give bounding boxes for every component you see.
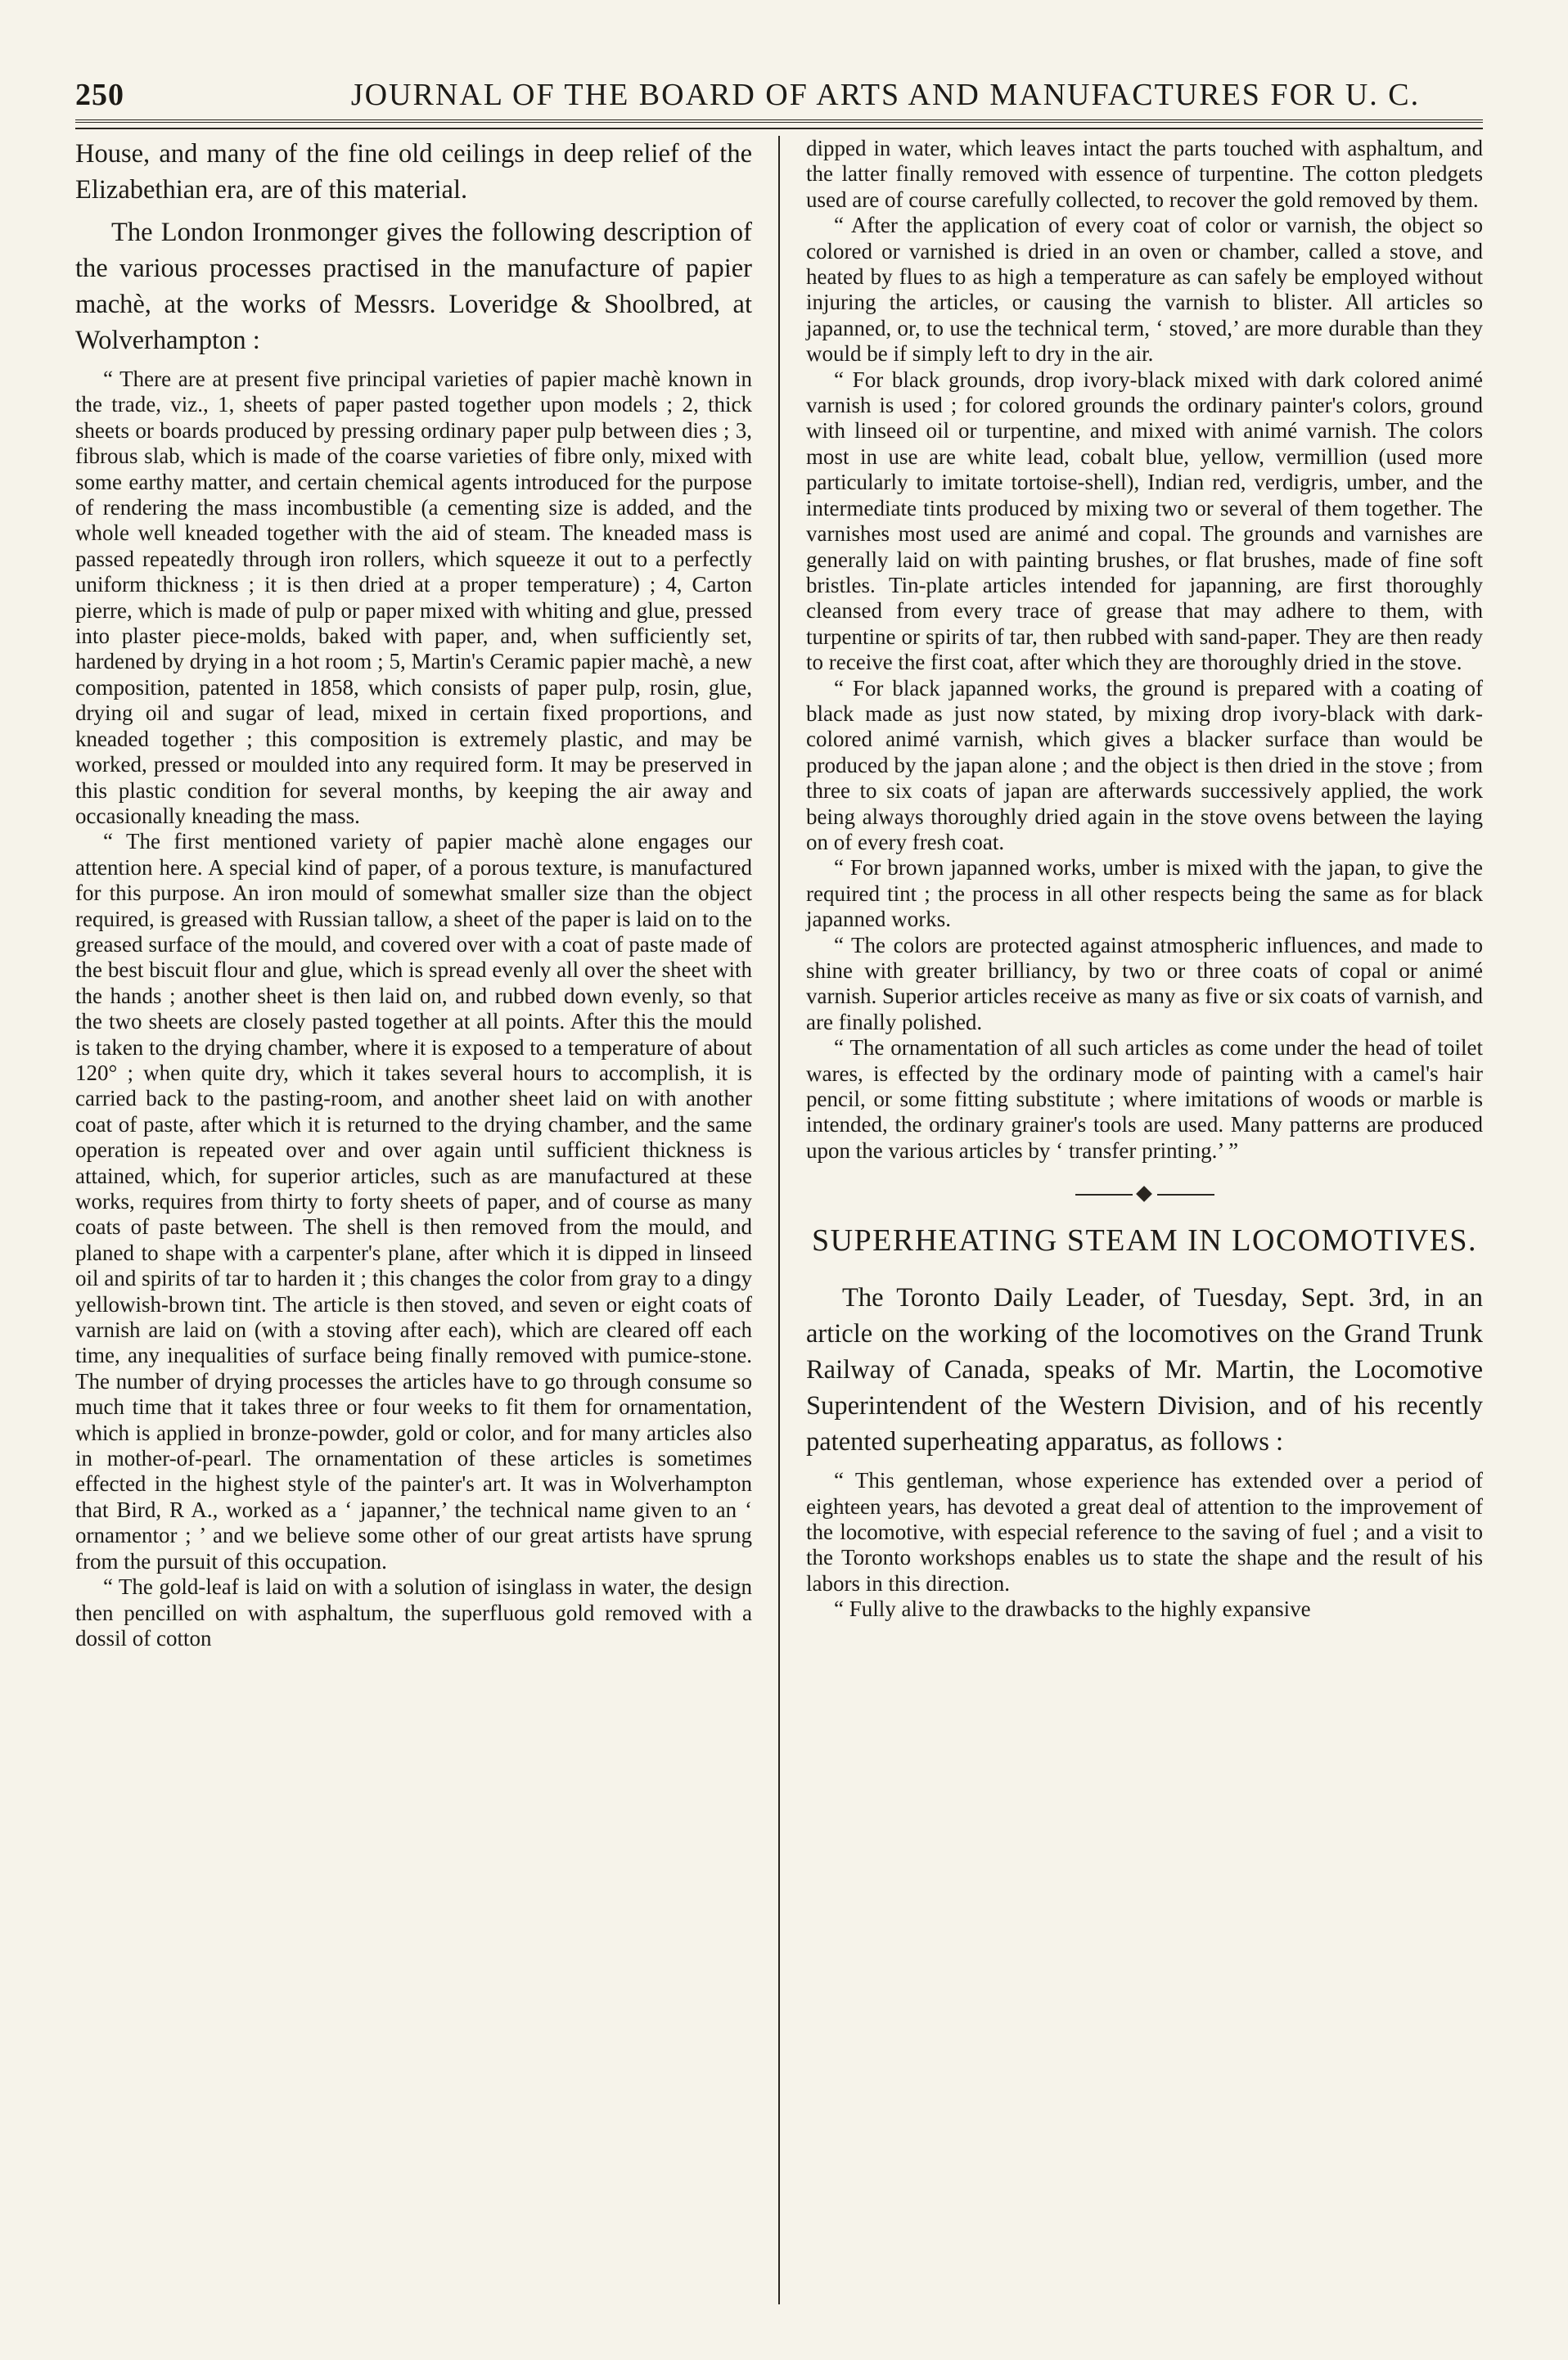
paragraph: “ The colors are protected against atmospheric influences, and made to shine with greater brilliancy, by two or three coats of copal or animé varnish. Superior articles receive as many as five or six coats of varnish, and are finally polished. xyxy=(806,932,1483,1034)
paragraph: “ The ornamentation of all such articles as come under the head of toilet wares, is effected by the ordinary mode of painting with a camel's hair pencil, or some fitting substitute ; where imitations of woods or marble is intended, the ordinary grainer's tools are used. Many patterns are produced upon the various articles by ‘ transfer printing.’ ” xyxy=(806,1035,1483,1163)
header-rule xyxy=(75,123,1483,129)
left-column xyxy=(75,136,772,2304)
journal-page xyxy=(75,51,1483,2309)
paragraph: The Toronto Daily Leader, of Tuesday, Sept. 3rd, in an article on the working of the locomotives on the Grand Trunk Railway of Canada, speaks of Mr. Martin, the Locomotive Superintendent of the Western Division, and of his recently patented superheating apparatus, as follows : xyxy=(806,1283,1483,1457)
page-number: 250 xyxy=(75,78,124,112)
paragraph: “ For black japanned works, the ground is prepared with a coating of black made as just now stated, by mixing drop ivory-black with dark-colored animé varnish, which gives a blacker surface than would be produced by the japan alone ; and the object is then dried in the stove ; from three to six coats of japan are afterwards successively applied, the work being always thoroughly dried again in the stove ovens between the laying on of every fresh coat. xyxy=(806,675,1483,854)
paragraph: House, and many of the fine old ceilings in deep relief of the Elizabethian era, are of this material. xyxy=(75,139,752,205)
page-header xyxy=(75,51,1483,123)
paragraph: dipped in water, which leaves intact the parts touched with asphaltum, and the latter finally removed with essence of turpentine. The cotton pledgets used are of course carefully collected, to recover the gold removed by them. xyxy=(806,136,1483,212)
paragraph: “ After the application of every coat of color or varnish, the object so colored or varnished is dried in an oven or chamber, called a stove, and heated by flues to as high a temperature as can safely be employed without injuring the articles, or causing the varnish to blister. All articles so japanned, or, to use the technical term, ‘ stoved,’ are more durable than they would be if simply left to dry in the air. xyxy=(806,213,1483,367)
paragraph: “ For brown japanned works, umber is mixed with the japan, to give the required tint ; the process in all other respects being the same as for black japanned works. xyxy=(806,855,1483,932)
paragraph: The London Ironmonger gives the following description of the various processes practised in the manufacture of papier machè, at the works of Messrs. Loveridge & Shoolbred, at Wolverhampton : xyxy=(75,218,752,355)
paragraph: “ Fully alive to the drawbacks to the highly expansive xyxy=(834,1597,1311,1622)
section-title: SUPERHEATING STEAM IN LOCOMOTIVES. xyxy=(811,1223,1478,1259)
paragraph: “ For black grounds, drop ivory-black mixed with dark colored animé varnish is used ; for colored grounds the ordinary painter's colors, ground with linseed oil or turpentine, and mixed with animé varnish. The colors most in use are white lead, cobalt blue, yellow, vermillion (used more particularly to imitate tortoise-shell), Indian red, verdigris, umber, and the intermediate tints produced by mixing two or several of them together. The varnishes most used are animé and copal. The grounds and varnishes are generally laid on with painting brushes, or flat brushes, made of fine soft bristles. Tin-plate articles intended for japanning, are first thoroughly cleansed from every trace of grease that may adhere to them, with turpentine or spirits of tar, then rubbed with sand-paper. They are then ready to receive the first coat, after which they are thoroughly dried in the stove. xyxy=(806,367,1483,675)
running-title: JOURNAL OF THE BOARD OF ARTS AND MANUFACTURES FOR U. C. xyxy=(350,78,1421,112)
paragraph: “ There are at present five principal varieties of papier machè known in the trade, viz., 1, sheets of paper pasted together upon models ; 2, thick sheets or boards produced by pressing ordinary paper pulp between dies ; 3, fibrous slab, which is made of the coarse varieties of fibre only, mixed with some earthy matter, and certain chemical agents introduced for the purpose of rendering the mass incombustible (a cementing size is added, and the whole well kneaded together with the aid of steam. The kneaded mass is passed repeatedly through iron rollers, which squeeze it out to a perfectly uniform thickness ; it is then dried at a proper temperature) ; 4, Carton pierre, which is made of pulp or paper mixed with whiting and glue, pressed into plaster piece-molds, baked with paper, and, when sufficiently set, hardened by drying in a hot room ; 5, Martin's Ceramic papier machè, a new composition, patented in 1858, which consists of paper pulp, rosin, glue, drying oil and sugar of lead, mixed in certain fixed proportions, and kneaded together ; this composition is extremely plastic, and may be worked, pressed or moulded into any required form. It may be preserved in this plastic condition for several months, by keeping the air away and occasionally kneading the mass. xyxy=(75,367,752,828)
paragraph: “ The gold-leaf is laid on with a solution of isinglass in water, the design then pencilled on with asphaltum, the superfluous gold removed with a dossil of cotton xyxy=(75,1574,752,1651)
article-columns xyxy=(75,136,1483,2304)
paragraph: “ The first mentioned variety of papier machè alone engages our attention here. A special kind of paper, of a porous texture, is manufactured for this purpose. An iron mould of somewhat smaller size than the object required, is greased with Russian tallow, a sheet of the paper is laid on to the greased surface of the mould, and covered over with a coat of paste made of the best biscuit flour and glue, which is spread evenly all over the sheet with the hands ; another sheet is then laid on, and rubbed down evenly, so that the two sheets are closely pasted together at all points. After this the mould is taken to the drying chamber, where it is exposed to a temperature of about 120° ; when quite dry, which it takes several hours to accomplish, it is carried back to the pasting-room, and another sheet laid on with another coat of paste, after which it is returned to the drying chamber, and the same operation is repeated over and over again until sufficient thickness is attained, which, for superior articles, such as are manufactured at these works, requires from thirty to forty sheets of paper, and of course as many coats of paste between. The shell is then removed from the mould, and planed to shape with a carpenter's plane, after which it is dipped in linseed oil and spirits of tar to harden it ; this changes the color from gray to a dingy yellowish-brown tint. The article is then stoved, and seven or eight coats of varnish are laid on (with a stoving after each), which are cleared off each time, any inequalities of surface being finally removed with pumice-stone. The number of drying processes the articles have to go through consume so much time that it takes three or four weeks to fit them for ornamentation, which is applied in bronze-powder, gold or color, and for many articles also in mother-of-pearl. The ornamentation of these articles is sometimes effected in the highest style of the painter's art. It was in Wolverhampton that Bird, R A., worked as a ‘ japanner,’ the technical name given to an ‘ ornamentor ; ’ and we believe some other of our great artists have sprung from the pursuit of this occupation. xyxy=(75,829,752,1574)
paragraph: “ This gentleman, whose experience has extended over a period of eighteen years, has devoted a great deal of attention to the improvement of the locomotive, with especial reference to the saving of fuel ; and a visit to the Toronto workshops enables us to state the shape and the result of his labors in this direction. xyxy=(806,1468,1483,1596)
right-column xyxy=(786,136,1483,2304)
section-ornament xyxy=(1075,1187,1214,1203)
column-divider xyxy=(778,136,780,2304)
